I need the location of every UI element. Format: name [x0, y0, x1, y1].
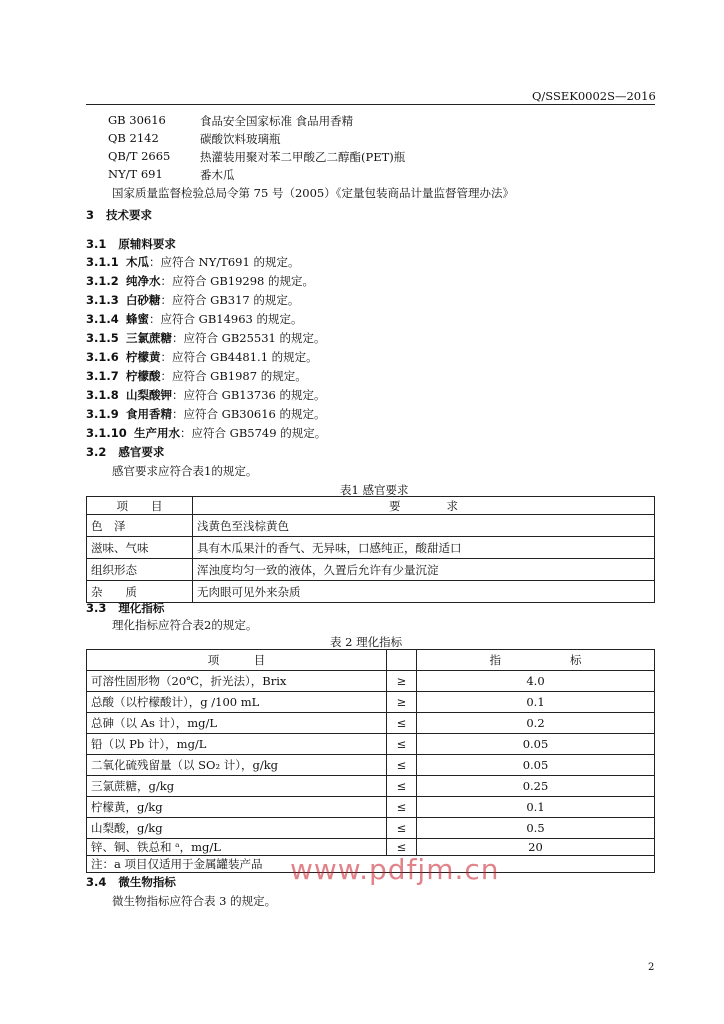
- section-3-3-text: 理化指标应符合表2的规定。: [112, 618, 258, 632]
- table-cell: 具有木瓜果汁的香气、无异味，口感纯正，酸甜适口: [193, 537, 655, 559]
- item-name: 白砂糖: [126, 293, 161, 307]
- table-row: [87, 818, 655, 839]
- table-row: [87, 755, 655, 776]
- section-number: 3.4: [86, 875, 107, 889]
- item-name: 三氯蔗糖: [126, 331, 172, 345]
- item-number: 3.1.10: [86, 426, 127, 440]
- raw-material-item: [86, 311, 303, 327]
- item-text: ：应符合 GB25531 的规定。: [172, 331, 326, 345]
- item-name: 生产用水: [134, 426, 180, 440]
- item-text: ：应符合 GB30616 的规定。: [172, 407, 326, 421]
- item-name: 蜂蜜: [126, 312, 149, 326]
- item-text: ：应符合 GB13736 的规定。: [172, 388, 326, 402]
- raw-material-item: [86, 425, 326, 441]
- item-number: 3.1.6: [86, 350, 119, 364]
- standard-name: 食品安全国家标准 食品用香精: [200, 114, 354, 128]
- comparison-symbol: ≤: [387, 776, 417, 797]
- table-row: [87, 581, 655, 603]
- standard-name: 热灌装用聚对苯二甲酸乙二醇酯(PET)瓶: [200, 150, 406, 164]
- comparison-symbol: ≤: [387, 713, 417, 734]
- table-cell: 锌、铜、铁总和 ᵃ，mg/L: [87, 839, 387, 856]
- item-name: 纯净水: [126, 274, 161, 288]
- item-name: 柠檬黄: [126, 350, 161, 364]
- page-number: 2: [648, 962, 655, 973]
- watermark: www.pdfjm.cn: [290, 853, 500, 886]
- section-3-2-heading: [86, 444, 164, 460]
- physicochemical-table: [86, 649, 655, 873]
- raw-material-item: [86, 292, 299, 308]
- standard-ref-row: [108, 149, 608, 163]
- standard-name: 碳酸饮料玻璃瓶: [200, 132, 281, 146]
- section-title: 原辅料要求: [118, 237, 176, 251]
- table-cell: 总酸（以柠檬酸计），g /100 mL: [87, 692, 387, 713]
- standard-code: GB 30616: [108, 113, 166, 127]
- item-number: 3.1.8: [86, 388, 119, 402]
- item-name: 木瓜: [126, 255, 149, 269]
- comparison-symbol: ≥: [387, 692, 417, 713]
- table-cell: 总砷（以 As 计），mg/L: [87, 713, 387, 734]
- table-cell: 0.25: [417, 776, 655, 797]
- table2-caption: 表 2 理化指标: [330, 635, 403, 649]
- table-note: 注：a 项目仅适用于金属罐装产品: [87, 856, 655, 873]
- comparison-symbol: ≤: [387, 818, 417, 839]
- table-header-cell: 项 目: [87, 650, 387, 671]
- table-cell: 色 泽: [87, 515, 193, 537]
- table-cell: 20: [417, 839, 655, 856]
- section-number: 3: [86, 208, 95, 222]
- section-number: 3.2: [86, 445, 107, 459]
- table-header-cell: 项 目: [87, 497, 193, 515]
- table-row: [87, 559, 655, 581]
- table-row: [87, 797, 655, 818]
- table-cell: 0.2: [417, 713, 655, 734]
- table-cell: 0.05: [417, 734, 655, 755]
- item-text: ：应符合 GB4481.1 的规定。: [160, 350, 318, 364]
- table1-caption: 表1 感官要求: [340, 483, 409, 497]
- item-name: 食用香精: [126, 407, 172, 421]
- item-text: ：应符合 GB14963 的规定。: [149, 312, 303, 326]
- section-title: 理化指标: [118, 601, 165, 615]
- standard-code: QB 2142: [108, 131, 159, 145]
- item-text: ：应符合 NY/T691 的规定。: [149, 255, 300, 269]
- table-cell: 组织形态: [87, 559, 193, 581]
- table-row: [87, 537, 655, 559]
- table-cell: 4.0: [417, 671, 655, 692]
- raw-material-item: [86, 330, 326, 346]
- raw-material-item: [86, 349, 318, 365]
- item-number: 3.1.4: [86, 312, 119, 326]
- table-row: [87, 713, 655, 734]
- raw-material-item: [86, 387, 326, 403]
- section-3-heading: [86, 207, 152, 223]
- item-text: ：应符合 GB317 的规定。: [160, 293, 300, 307]
- table-header-cell: 要 求: [193, 497, 655, 515]
- section-3-3-heading: [86, 600, 164, 616]
- raw-material-item: [86, 273, 314, 289]
- comparison-symbol: ≤: [387, 839, 417, 856]
- raw-material-item: [86, 368, 307, 384]
- comparison-symbol: ≥: [387, 671, 417, 692]
- table-header-cell: 指 标: [417, 650, 655, 671]
- raw-material-item: [86, 406, 326, 422]
- table-cell: 柠檬黄，g/kg: [87, 797, 387, 818]
- table-cell: 三氯蔗糖，g/kg: [87, 776, 387, 797]
- table-cell: 滋味、气味: [87, 537, 193, 559]
- table-cell: 0.1: [417, 797, 655, 818]
- table-row: [87, 734, 655, 755]
- section-3-1-heading: [86, 236, 176, 252]
- table-row: [87, 692, 655, 713]
- item-text: ：应符合 GB19298 的规定。: [160, 274, 315, 288]
- raw-material-item: [86, 254, 299, 270]
- decree-reference: 国家质量监督检验总局令第 75 号（2005）《定量包装商品计量监督管理办法》: [112, 186, 514, 200]
- section-3-2-text: 感官要求应符合表1的规定。: [112, 464, 258, 478]
- header-rule: [86, 104, 655, 105]
- standard-code: QB/T 2665: [108, 149, 171, 163]
- table-header-row: [87, 497, 655, 515]
- table-header-spacer: [387, 650, 417, 671]
- table-cell: 0.1: [417, 692, 655, 713]
- table-row: [87, 671, 655, 692]
- sensory-requirements-table: [86, 496, 655, 603]
- item-text: ：应符合 GB5749 的规定。: [180, 426, 327, 440]
- section-number: 3.1: [86, 237, 107, 251]
- item-number: 3.1.1: [86, 255, 119, 269]
- item-name: 柠檬酸: [126, 369, 161, 383]
- table-cell: 0.05: [417, 755, 655, 776]
- standard-ref-row: [108, 167, 608, 181]
- table-row: [87, 515, 655, 537]
- item-number: 3.1.7: [86, 369, 119, 383]
- table-header-row: [87, 650, 655, 671]
- table-cell: 杂 质: [87, 581, 193, 603]
- section-title: 技术要求: [106, 208, 153, 222]
- table-cell: 浑浊度均匀一致的液体，久置后允许有少量沉淀: [193, 559, 655, 581]
- section-title: 感官要求: [118, 445, 165, 459]
- comparison-symbol: ≤: [387, 797, 417, 818]
- table-cell: 无肉眼可见外来杂质: [193, 581, 655, 603]
- table-row: [87, 776, 655, 797]
- table-cell: 山梨酸，g/kg: [87, 818, 387, 839]
- item-number: 3.1.2: [86, 274, 119, 288]
- document-id-header: Q/SSEK0002S—2016: [532, 89, 656, 103]
- item-number: 3.1.9: [86, 407, 119, 421]
- comparison-symbol: ≤: [387, 755, 417, 776]
- table-cell: 铅（以 Pb 计），mg/L: [87, 734, 387, 755]
- section-number: 3.3: [86, 601, 107, 615]
- table-cell: 0.5: [417, 818, 655, 839]
- comparison-symbol: ≤: [387, 734, 417, 755]
- item-text: ：应符合 GB1987 的规定。: [160, 369, 307, 383]
- standard-ref-row: [108, 113, 608, 127]
- table-cell: 可溶性固形物（20℃，折光法），Brix: [87, 671, 387, 692]
- standard-ref-row: [108, 131, 608, 145]
- section-3-4-heading: [86, 874, 176, 890]
- section-title: 微生物指标: [118, 875, 176, 889]
- item-number: 3.1.3: [86, 293, 119, 307]
- standard-name: 番木瓜: [200, 168, 235, 182]
- table-cell: 浅黄色至浅棕黄色: [193, 515, 655, 537]
- standard-code: NY/T 691: [108, 167, 163, 181]
- section-3-4-text: 微生物指标应符合表 3 的规定。: [112, 894, 277, 908]
- item-number: 3.1.5: [86, 331, 119, 345]
- item-name: 山梨酸钾: [126, 388, 172, 402]
- table-cell: 二氧化硫残留量（以 SO₂ 计），g/kg: [87, 755, 387, 776]
